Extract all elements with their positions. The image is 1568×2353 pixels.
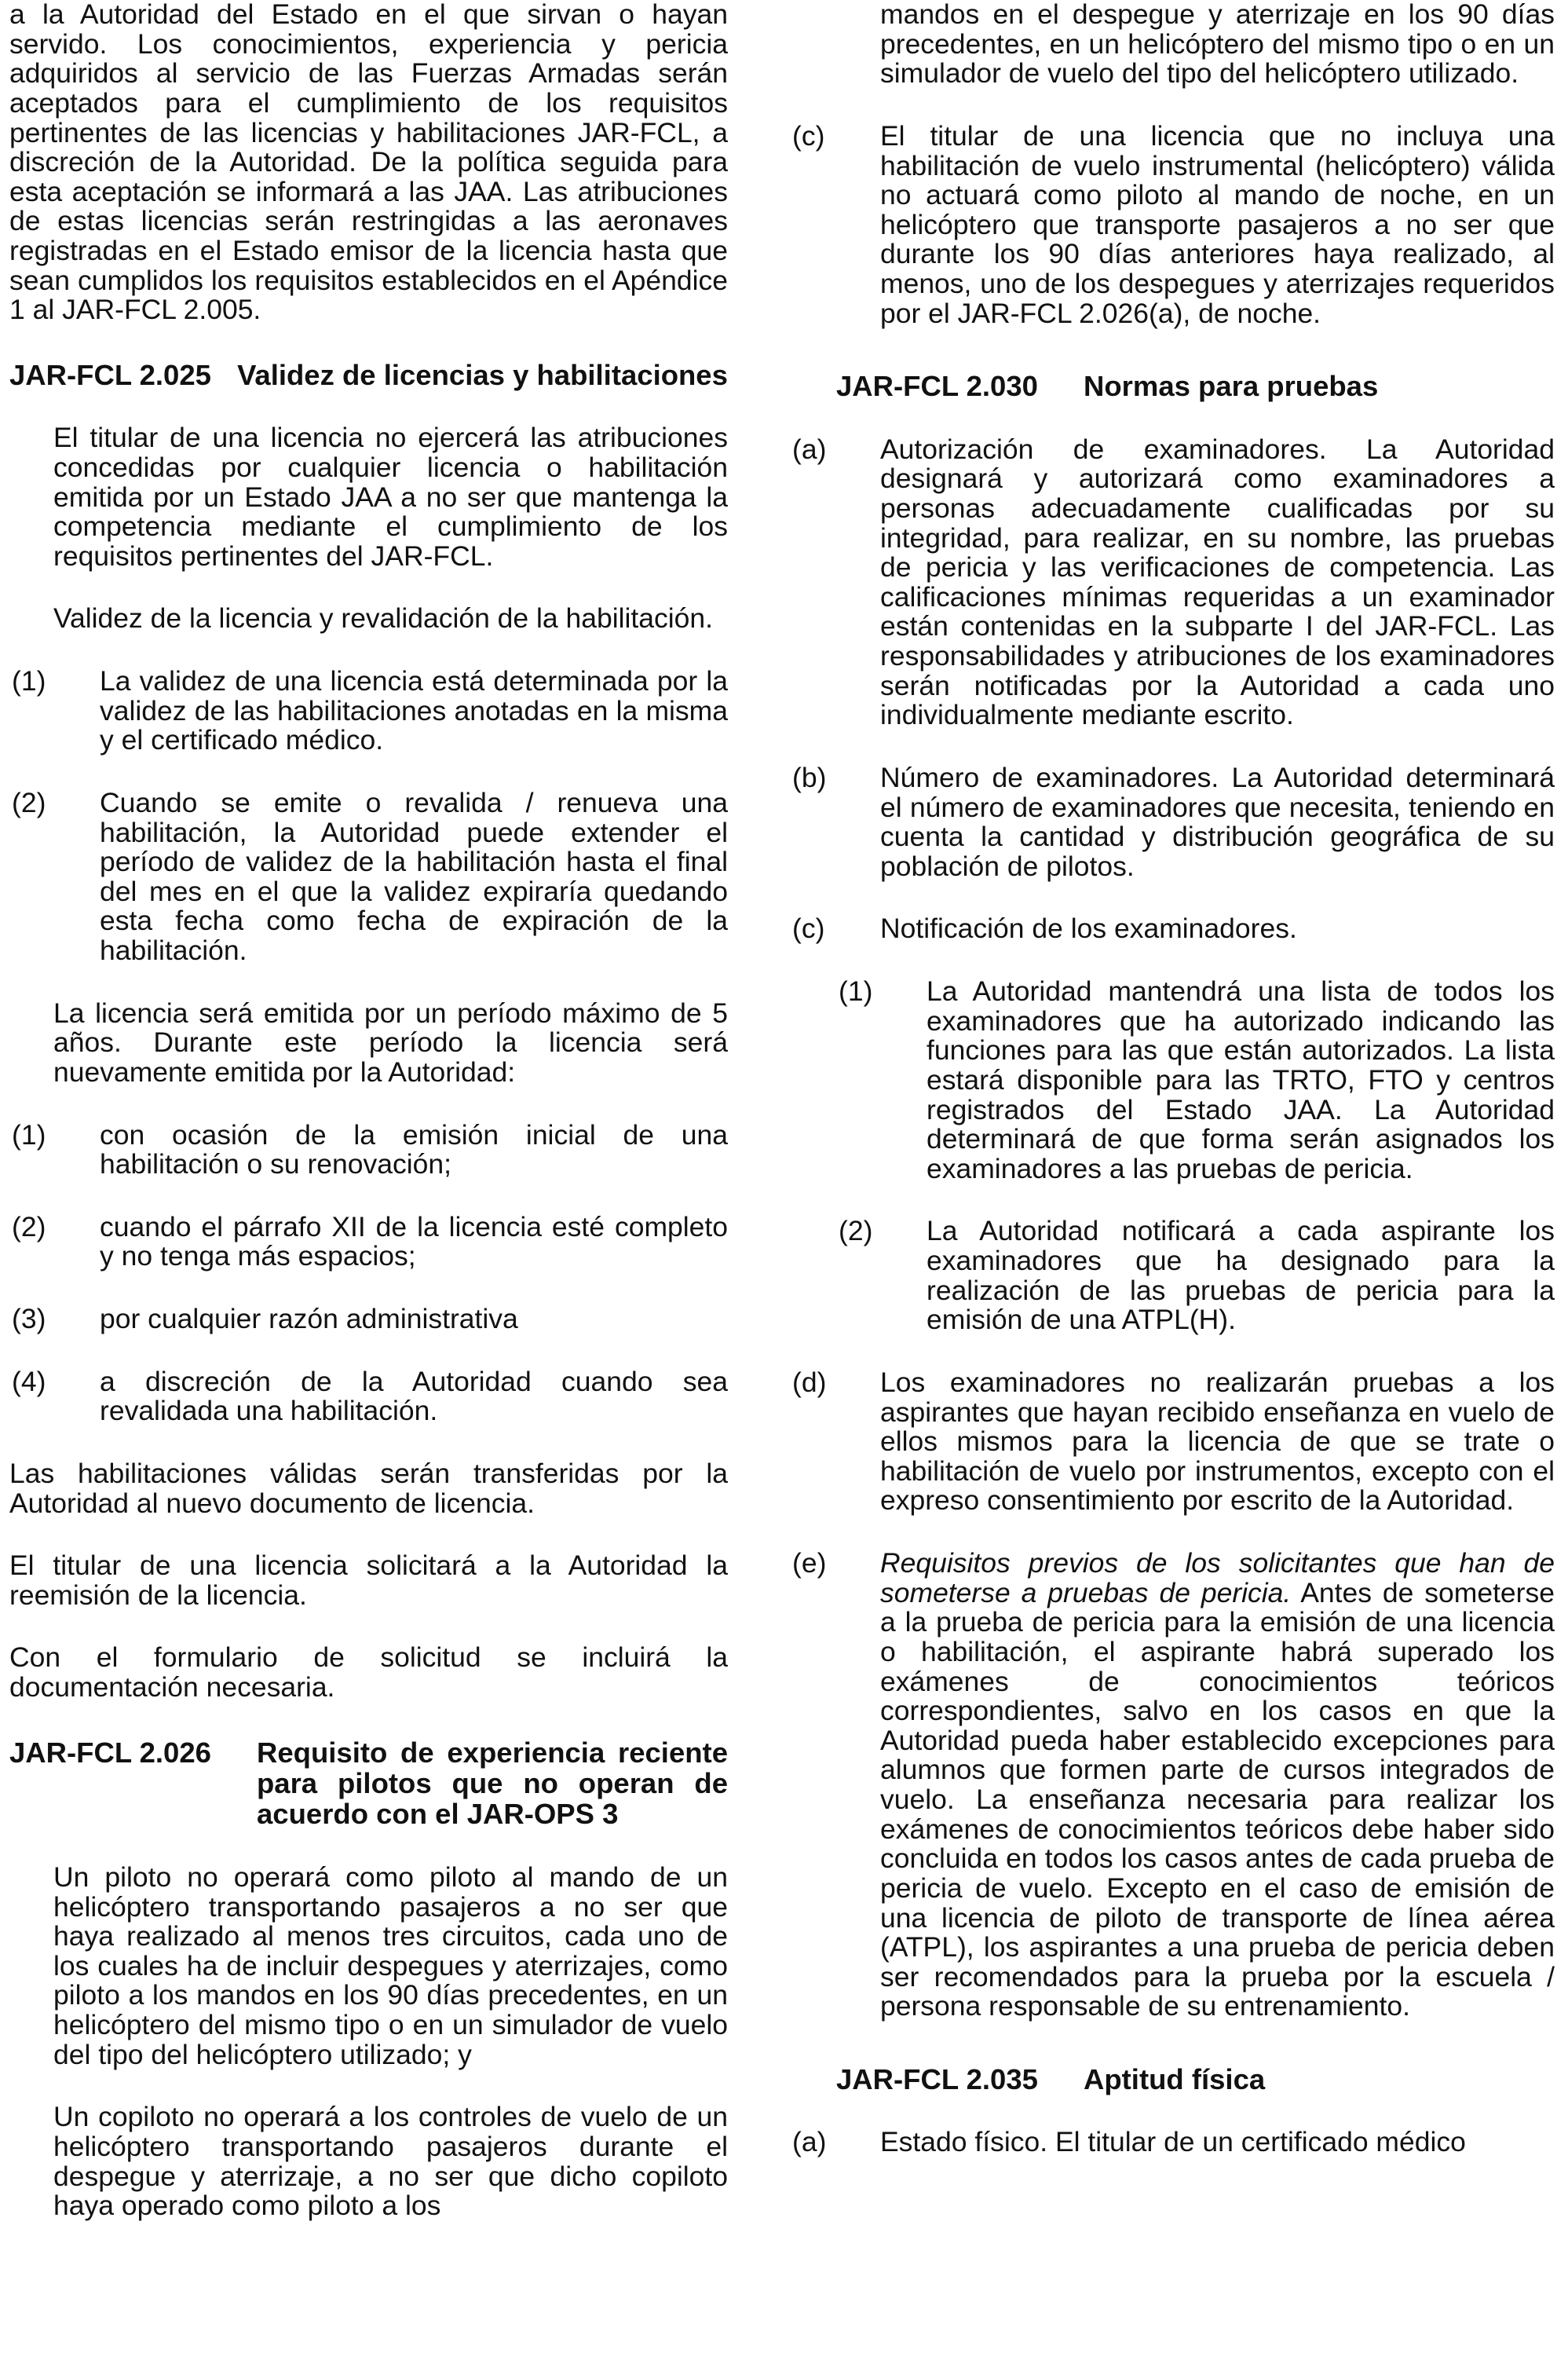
section-number: JAR-FCL 2.030 xyxy=(836,370,1038,403)
section-heading-2026 xyxy=(9,1737,728,1830)
item-label xyxy=(9,604,53,634)
item-a-validity xyxy=(9,423,728,571)
item-c-license-period xyxy=(9,999,728,1088)
section-heading-2030 xyxy=(836,371,1555,401)
paragraph-reissue: El titular de una licencia solicitará a la Autoridad la reemisión de la licencia. xyxy=(9,1550,728,1611)
item-a-examiner-authorization xyxy=(792,433,1555,731)
item-text: por cualquier razón administrativa xyxy=(100,1303,518,1335)
item-text: Notificación de los examinadores. xyxy=(880,913,1297,945)
item-text: El titular de una licencia no ejercerá las atribuciones concedidas por cualquier licencia o habilitación emitida por un Estado JAA a no ser que mantenga la competencia mediante el cumplimiento de los requisitos pertinentes del JAR-FCL. xyxy=(53,422,728,572)
item-label: (b) xyxy=(792,761,827,793)
item-label: (1) xyxy=(12,665,46,697)
item-a-physical-state xyxy=(792,2126,1555,2158)
item-text: cuando el párrafo XII de la licencia esté completo y no tenga más espacios; xyxy=(100,1210,728,1272)
item-text: El titular de una licencia que no incluya una habilitación de vuelo instrumental (helicóptero) válida no actuará como piloto al mando de noche, en un helicóptero que transporte pasajeros a no ser que durante los 90 días anteriores haya realizado, al menos, uno de los despegues y aterrizajes requeridos por el JAR-FCL 2.026(a), de noche. xyxy=(880,119,1555,329)
item-label xyxy=(9,423,53,453)
item-label: (a) xyxy=(792,2126,827,2158)
item-text: con ocasión de la emisión inicial de una habilitación o su renovación; xyxy=(100,1118,728,1180)
section-number: JAR-FCL 2.026 xyxy=(9,1736,211,1769)
left-column xyxy=(9,0,728,2221)
subitem-c1 xyxy=(839,975,1555,1184)
item-text: Estado físico. El titular de un certificado médico xyxy=(880,2126,1466,2158)
paragraph-copilot-continuation: mandos en el despegue y aterrizaje en los 90 días precedentes, en un helicóptero del mismo tipo o en un simulador de vuelo del tipo del helicóptero utilizado. xyxy=(880,0,1555,90)
item-text: Un piloto no operará como piloto al mando de un helicóptero transportando pasajeros a no ser que haya realizado al menos tres circuitos, cada uno de los cuales ha de incluir despegues y aterrizajes, como piloto a los mandos en los 90 días precedentes, en un helicóptero del mismo tipo o en un simulador de vuelo del tipo del helicóptero utilizado; y xyxy=(53,1861,728,2070)
subitem-c1 xyxy=(12,1118,728,1180)
section-heading-2025 xyxy=(9,360,728,390)
section-title: Normas para pruebas xyxy=(1084,370,1379,403)
item-label: (1) xyxy=(12,1118,46,1151)
item-text: Antes de someterse a la prueba de pericia para la emisión de una licencia o habilitación, el aspirante habrá superado los exámenes de conocimientos teóricos correspondientes, salvo en los casos en que la Autoridad pueda haber establecido excepciones para alumnos que formen parte de cursos integrados de vuelo. La enseñanza necesaria para realizar los exámenes de conocimientos teóricos debe haber sido concluida en todos los casos antes de cada prueba de pericia de vuelo. Excepto en el caso de emisión de una licencia de piloto de transporte de línea aérea (ATPL), los aspirantes a una prueba de pericia deben ser recomendados para la prueba por la escuela / persona responsable de su entrenamiento. xyxy=(880,1576,1555,2022)
item-text: Autorización de examinadores. La Autoridad designará y autorizará como examinadores a personas adecuadamente cualificadas por su integridad, para realizar, en su nombre, las pruebas de pericia y las verificaciones de competencia. Las calificaciones mínimas requeridas a un examinador están contenidas en la subparte I del JAR-FCL. Las responsabilidades y atribuciones de los examinadores serán notificadas por la Autoridad a cada uno individualmente mediante escrito. xyxy=(880,433,1555,731)
item-label: (e) xyxy=(792,1547,827,1579)
item-text: La licencia será emitida por un período máximo de 5 años. Durante este período la licencia será nuevamente emitida por la Autoridad: xyxy=(53,997,728,1088)
item-b-copilot xyxy=(9,2102,728,2221)
subitem-b1 xyxy=(12,665,728,756)
item-label xyxy=(9,2102,53,2132)
item-b-license-validity xyxy=(9,604,728,634)
item-a-recent-experience xyxy=(9,1863,728,2069)
section-heading-2035 xyxy=(836,2064,1555,2095)
item-label: (2) xyxy=(12,1210,46,1242)
item-label: (4) xyxy=(12,1365,46,1397)
paragraph-intro-continuation: a la Autoridad del Estado en el que sirvan o hayan servido. Los conocimientos, experiencia y pericia adquiridos al servicio de las Fuerzas Armadas serán aceptados para el cumplimiento de los requisitos pertinentes de las licencias y habilitaciones JAR-FCL, a discreción de la Autoridad. De la política seguida para esta aceptación se informará a las JAA. Las atribuciones de estas licencias serán restringidas a las aeronaves registradas en el Estado emisor de la licencia hasta que sean cumplidos los requisitos establecidos en el Apéndice 1 al JAR-FCL 2.005. xyxy=(9,0,728,326)
section-title: Validez de licencias y habilitaciones xyxy=(237,358,728,391)
subitem-c2 xyxy=(12,1210,728,1272)
item-label: (a) xyxy=(792,433,827,465)
item-text: Número de examinadores. La Autoridad determinará el número de examinadores que necesita, teniendo en cuenta la cantidad y distribución geográfica de su población de pilotos. xyxy=(880,761,1555,882)
item-text: a discreción de la Autoridad cuando sea revalidada una habilitación. xyxy=(100,1365,728,1427)
right-column xyxy=(792,0,1555,2158)
item-label xyxy=(9,1863,53,1893)
item-e-prerequisites xyxy=(792,1547,1555,2022)
item-italic-lead: Requisitos previos de los solicitantes que han de someterse a pruebas de pericia. xyxy=(880,1547,1555,1608)
item-text: Validez de la licencia y revalidación de la habilitación. xyxy=(53,602,714,635)
item-text: La Autoridad mantendrá una lista de todos los examinadores que ha autorizado indicando las funciones para las que están autorizados. La lista estará disponible para las TRTO, FTO y centros registrados del Estado JAA. La Autoridad determinará de que forma serán asignados los examinadores a las pruebas de pericia. xyxy=(927,975,1555,1184)
item-label: (1) xyxy=(839,975,873,1008)
paragraph-form: Con el formulario de solicitud se incluirá la documentación necesaria. xyxy=(9,1641,728,1703)
item-text: Un copiloto no operará a los controles de vuelo de un helicóptero transportando pasajeros durante el despegue y aterrizaje, a no ser que dicho copiloto haya operado como piloto a los xyxy=(53,2101,728,2222)
item-label: (2) xyxy=(839,1215,873,1247)
item-label: (3) xyxy=(12,1303,46,1335)
section-title: Requisito de experiencia reciente para pilotos que no operan de acuerdo con el JAR-OPS 3 xyxy=(257,1736,728,1831)
item-label: (2) xyxy=(12,786,46,818)
subitem-b2 xyxy=(12,786,728,967)
item-label: (d) xyxy=(792,1366,827,1398)
section-number: JAR-FCL 2.035 xyxy=(836,2063,1038,2096)
item-c-night xyxy=(792,119,1555,329)
item-c-examiner-notification xyxy=(792,913,1555,945)
item-b-examiner-count xyxy=(792,761,1555,882)
item-text: La validez de una licencia está determinada por la validez de las habilitaciones anotadas en la misma y el certificado médico. xyxy=(100,665,728,756)
item-label: (c) xyxy=(792,119,825,152)
item-d-examiner-restriction xyxy=(792,1366,1555,1517)
item-text: Cuando se emite o revalida / renueva una habilitación, la Autoridad puede extender el período de validez de la habilitación hasta el final del mes en el que la validez expiraría quedando esta fecha como fecha de expiración de la habilitación. xyxy=(100,786,728,967)
item-text: Los examinadores no realizarán pruebas a los aspirantes que hayan recibido enseñanza en vuelo de ellos mismos para la licencia de que se trate o habilitación de vuelo por instrumentos, excepto con el expreso consentimiento por escrito de la Autoridad. xyxy=(880,1366,1555,1517)
subitem-c4 xyxy=(12,1365,728,1427)
subitem-c3 xyxy=(12,1303,728,1335)
section-title: Aptitud física xyxy=(1084,2063,1266,2096)
item-label: (c) xyxy=(792,913,825,945)
paragraph-transfer: Las habilitaciones válidas serán transferidas por la Autoridad al nuevo documento de licencia. xyxy=(9,1457,728,1519)
section-number: JAR-FCL 2.025 xyxy=(9,358,211,391)
subitem-c2 xyxy=(839,1215,1555,1336)
item-label xyxy=(9,999,53,1029)
item-text: La Autoridad notificará a cada aspirante los examinadores que ha designado para la realización de las pruebas de pericia para la emisión de una ATPL(H). xyxy=(927,1215,1555,1336)
